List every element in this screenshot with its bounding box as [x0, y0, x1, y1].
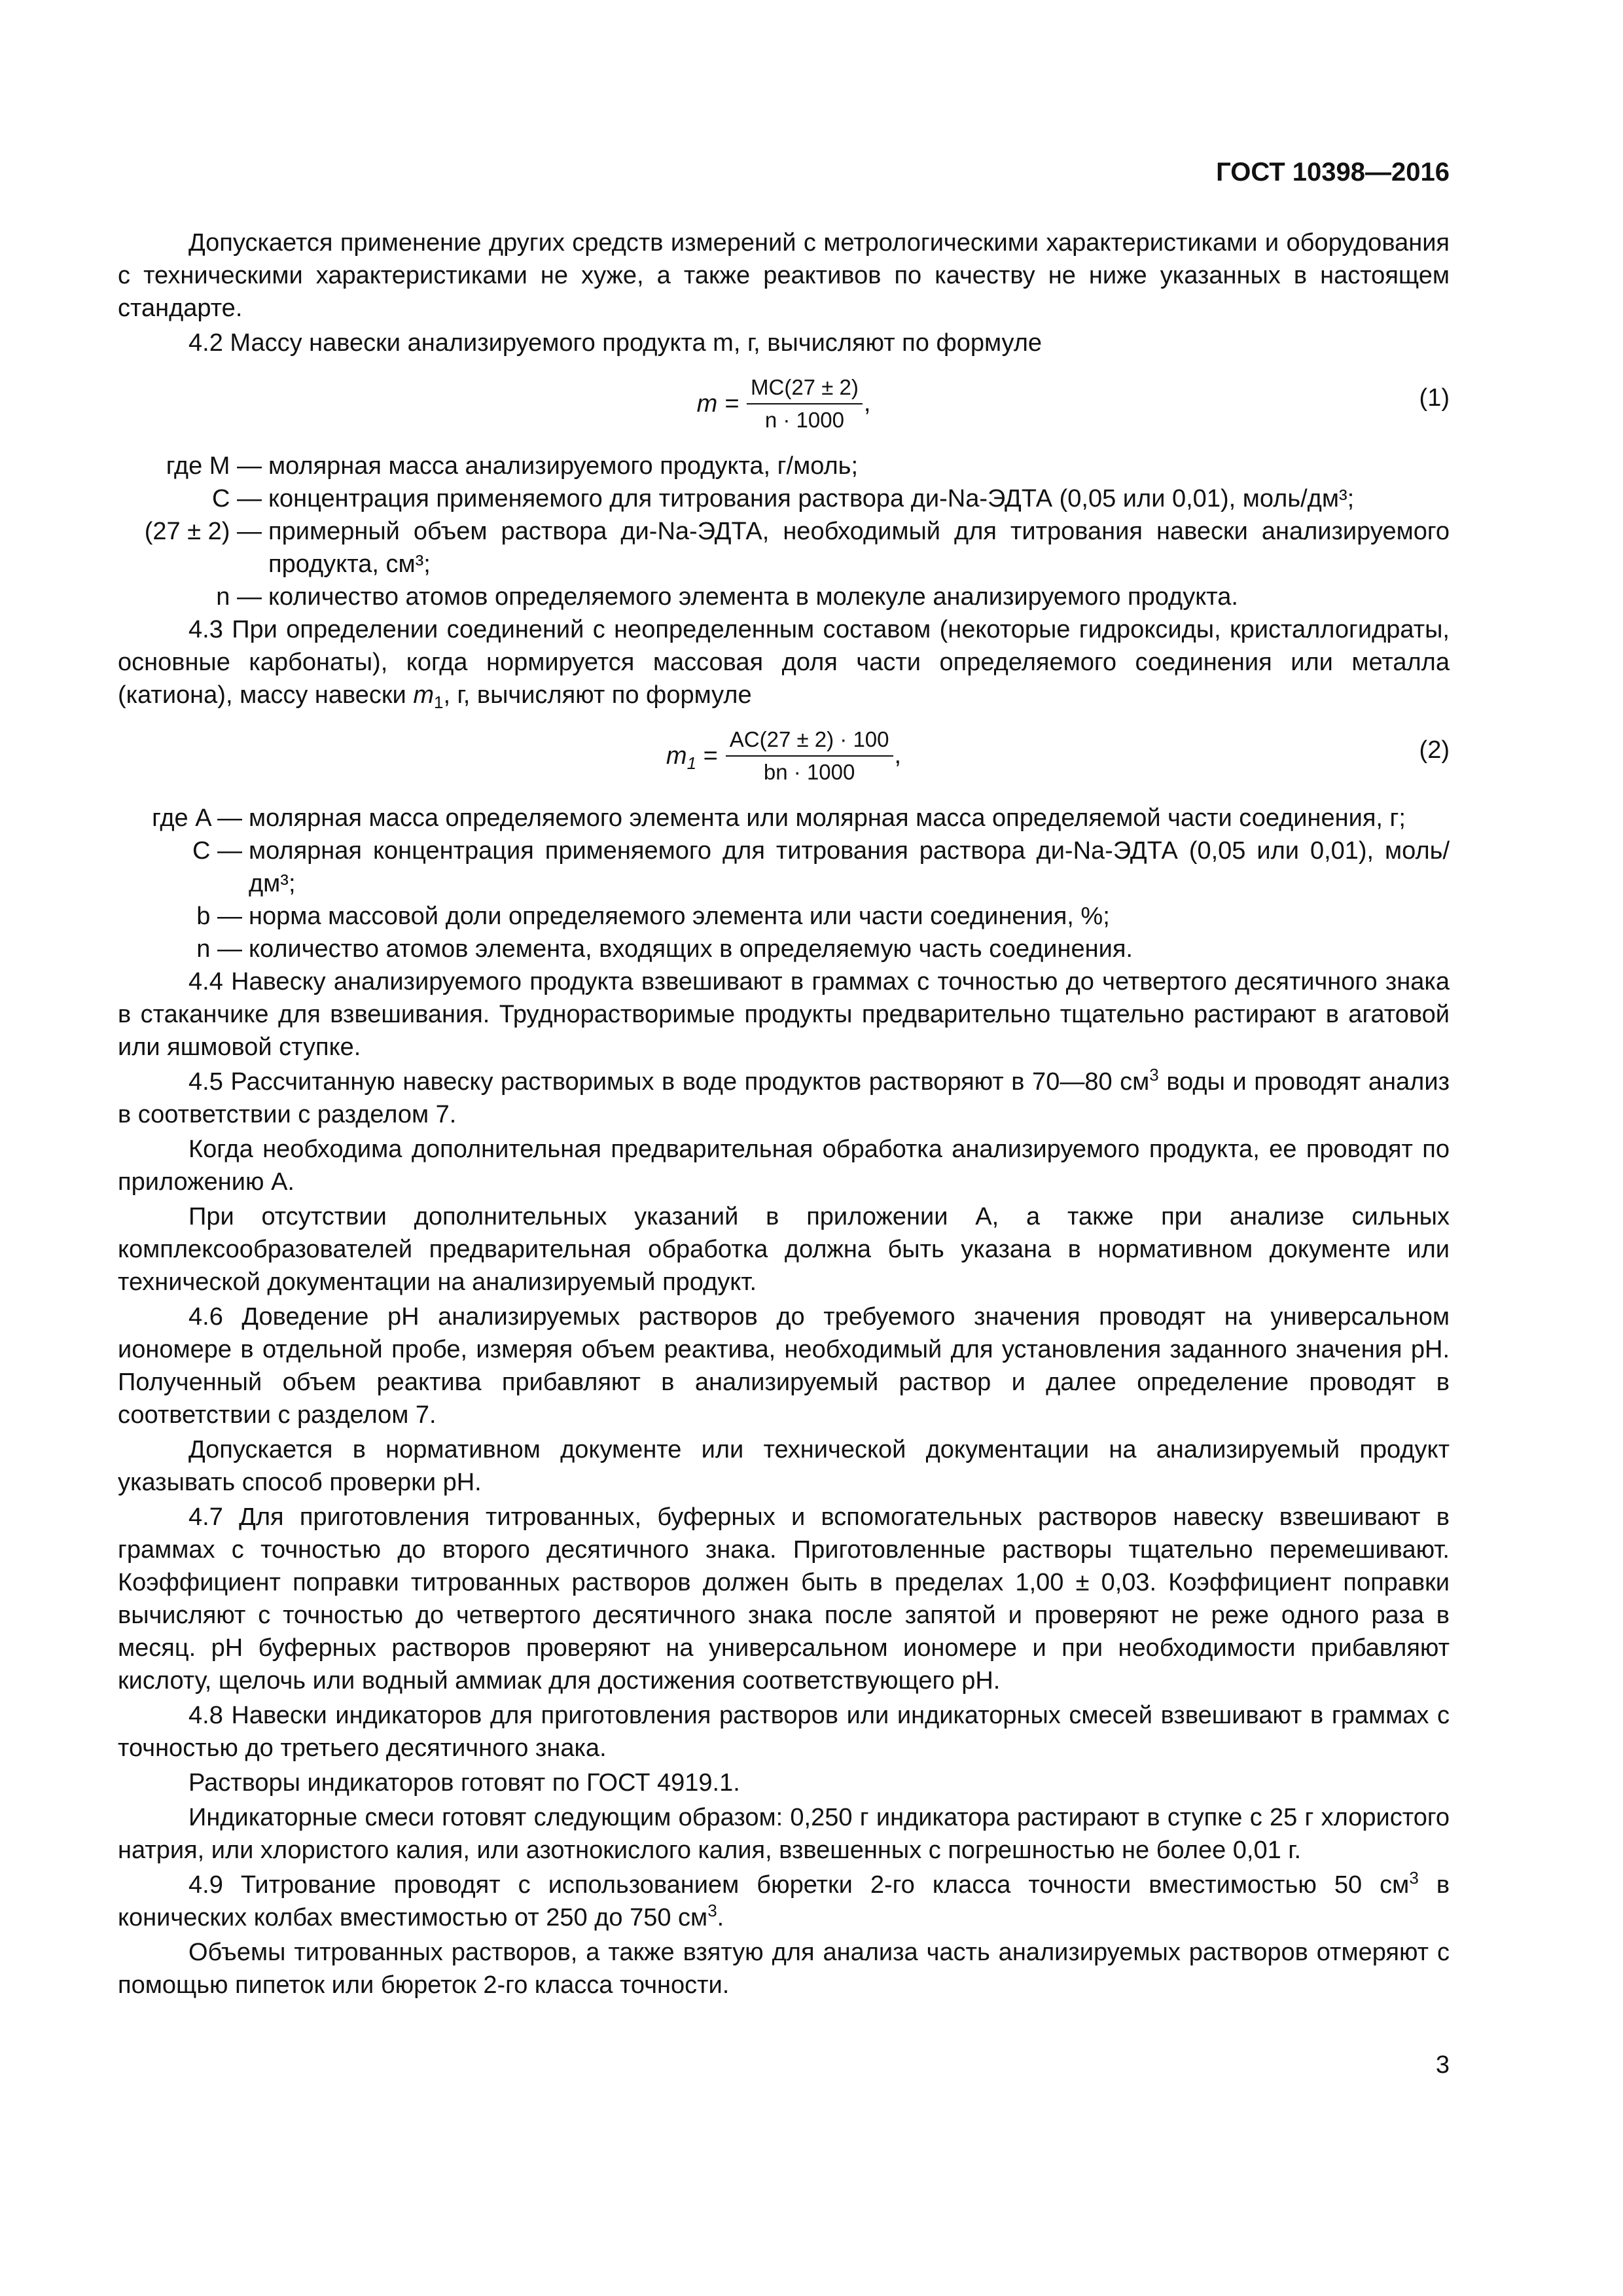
paragraph-4-9	[118, 1869, 1450, 1934]
superscript-3: 3	[707, 1901, 717, 1920]
formula-1-definitions	[118, 450, 1450, 613]
def-key: b —	[196, 903, 242, 930]
paragraph-4-8-note-1: Растворы индикаторов готовят по ГОСТ 4919.1.	[188, 1769, 740, 1797]
paragraph-4-6: 4.6 Доведение pH анализируемых растворов до требуемого значения проводят на универсальном иономере в отдельной пробе, измеряя объем реактива, необходимый для установления заданного значения pH. Полученный объем реактива прибавляют в анализируемый раствор и далее определение проводят в соответствии с разделом 7.	[118, 1303, 1450, 1429]
def-text: молярная масса определяемого элемента или молярная масса определяемой части соединения, г;	[249, 804, 1406, 832]
def-key: n —	[196, 935, 242, 963]
superscript-3: 3	[1149, 1065, 1159, 1085]
paragraph-4-5-note-2: При отсутствии дополнительных указаний в приложении А, а также при анализе сильных комплексообразователей предварительная обработка должна быть указана в нормативном документе или технической документации на анализируемый продукт.	[118, 1203, 1450, 1296]
formula-2-lhs	[666, 740, 718, 772]
def-key: C —	[212, 485, 262, 512]
formula-2-definitions	[118, 802, 1450, 965]
paragraph-4-3-part-b: , г, вычисляют по формуле	[443, 681, 752, 709]
def-key: где A —	[152, 804, 242, 832]
formula-2-equals: =	[696, 742, 718, 770]
formula-1-lhs: m =	[696, 390, 740, 418]
formula-1-numerator: MC(27 ± 2)	[747, 373, 863, 404]
def-key: n —	[216, 583, 262, 611]
formula-1-denominator: n · 1000	[764, 408, 844, 432]
formula-2-fraction	[726, 725, 893, 787]
m1-symbol: m	[413, 681, 434, 709]
formula-2-lhs-symbol: m	[666, 742, 687, 770]
def-text: количество атомов определяемого элемента в молекуле анализируемого продукта.	[268, 583, 1238, 611]
formula-2-number: (2)	[1419, 736, 1450, 764]
paragraph-4-4: 4.4 Навеску анализируемого продукта взвешивают в граммах с точностью до четвертого десятичного знака в стаканчике для взвешивания. Труднорастворимые продукты предварительно тщательно растирают в агатовой или яшмовой ступке.	[118, 968, 1450, 1061]
page-number: 3	[1435, 2051, 1450, 2079]
def-text: молярная концентрация применяемого для титрования раствора ди-Na-ЭДТА (0,05 или 0,01), моль/дм³;	[249, 837, 1450, 897]
paragraph-4-5-part-a: 4.5 Рассчитанную навеску растворимых в воде продуктов растворяют в 70—80 см	[188, 1068, 1150, 1096]
paragraph-4-8-note-2: Индикаторные смеси готовят следующим образом: 0,250 г индикатора растирают в ступке с 25 г хлористого натрия, или хлористого калия, или азотнокислого калия, взвешенных с погрешностью не более 0,01 г.	[118, 1804, 1450, 1864]
paragraph-4-5-note-1: Когда необходима дополнительная предварительная обработка анализируемого продукта, ее проводят по приложению А.	[118, 1136, 1450, 1196]
paragraph-intro: Допускается применение других средств измерений с метрологическими характеристиками и оборудования с техническими характеристиками не хуже, а также реактивов по качеству не ниже указанных в настоящем стандарте.	[118, 229, 1450, 322]
document-code: ГОСТ 10398—2016	[1216, 158, 1450, 187]
formula-1-number: (1)	[1419, 384, 1450, 412]
def-text: количество атомов элемента, входящих в определяемую часть соединения.	[249, 935, 1133, 963]
def-text: примерный объем раствора ди-Na-ЭДТА, необходимый для титрования навески анализируемого продукта, см³;	[268, 518, 1450, 578]
paragraph-4-3	[118, 613, 1450, 711]
def-text: норма массовой доли определяемого элемента или части соединения, %;	[249, 903, 1110, 930]
paragraph-4-5-part-b: воды и проводят анализ в соответствии с разделом 7.	[118, 1068, 1450, 1128]
def-key: где M —	[166, 452, 262, 480]
formula-2-comma: ,	[894, 742, 902, 769]
paragraph-4-9-part-b: в конических колбах вместимостью от 250 до 750 см	[118, 1871, 1450, 1931]
paragraph-4-9-note: Объемы титрованных растворов, а также взятую для анализа часть анализируемых растворов отмеряют с помощью пипеток или бюреток 2-го класса точности.	[118, 1939, 1450, 1999]
superscript-3: 3	[1409, 1868, 1419, 1888]
def-text: молярная масса анализируемого продукта, г/моль;	[268, 452, 859, 480]
def-text: концентрация применяемого для титрования раствора ди-Na-ЭДТА (0,05 или 0,01), моль/дм³;	[268, 485, 1355, 512]
formula-2-lhs-subscript: 1	[687, 753, 697, 773]
formula-2-numerator: AC(27 ± 2) · 100	[726, 725, 893, 757]
formula-2-denominator: bn · 1000	[763, 760, 855, 784]
formula-1-fraction	[747, 373, 863, 435]
paragraph-4-6-note: Допускается в нормативном документе или технической документации на анализируемый продукт указывать способ проверки pH.	[118, 1436, 1450, 1496]
paragraph-4-2: 4.2 Массу навески анализируемого продукта m, г, вычисляют по формуле	[188, 329, 1043, 357]
def-key: (27 ± 2) —	[144, 518, 262, 545]
main-text	[118, 226, 1450, 2001]
formula-1-comma: ,	[863, 389, 871, 417]
formula-1	[118, 362, 1450, 446]
paragraph-4-9-part-c: .	[717, 1904, 724, 1931]
formula-2	[118, 714, 1450, 798]
paragraph-4-8: 4.8 Навески индикаторов для приготовления растворов или индикаторных смесей взвешивают в граммах с точностью до третьего десятичного знака.	[118, 1702, 1450, 1762]
paragraph-4-3-part-a: 4.3 При определении соединений с неопределенным составом (некоторые гидроксиды, кристаллогидраты, основные карбонаты), когда нормируется массовая доля части определяемого соединения или металла (катиона), массу навески	[118, 616, 1450, 709]
def-key: C —	[192, 837, 242, 865]
paragraph-4-5	[118, 1066, 1450, 1131]
paragraph-4-7: 4.7 Для приготовления титрованных, буферных и вспомогательных растворов навеску взвешивают в граммах с точностью до второго десятичного знака. Приготовленные растворы тщательно перемешивают. Коэффициент поправки титрованных растворов должен быть в пределах 1,00 ± 0,03. Коэффициент поправки вычисляют с точностью до четвертого десятичного знака после запятой и проверяют не реже одного раза в месяц. pH буферных растворов проверяют на универсальном иономере и при необходимости прибавляют кислоту, щелочь или водный аммиак для достижения соответствующего pH.	[118, 1503, 1450, 1695]
paragraph-4-9-part-a: 4.9 Титрование проводят с использованием бюретки 2-го класса точности вместимостью 50 см	[188, 1871, 1410, 1899]
m1-subscript: 1	[433, 692, 444, 712]
